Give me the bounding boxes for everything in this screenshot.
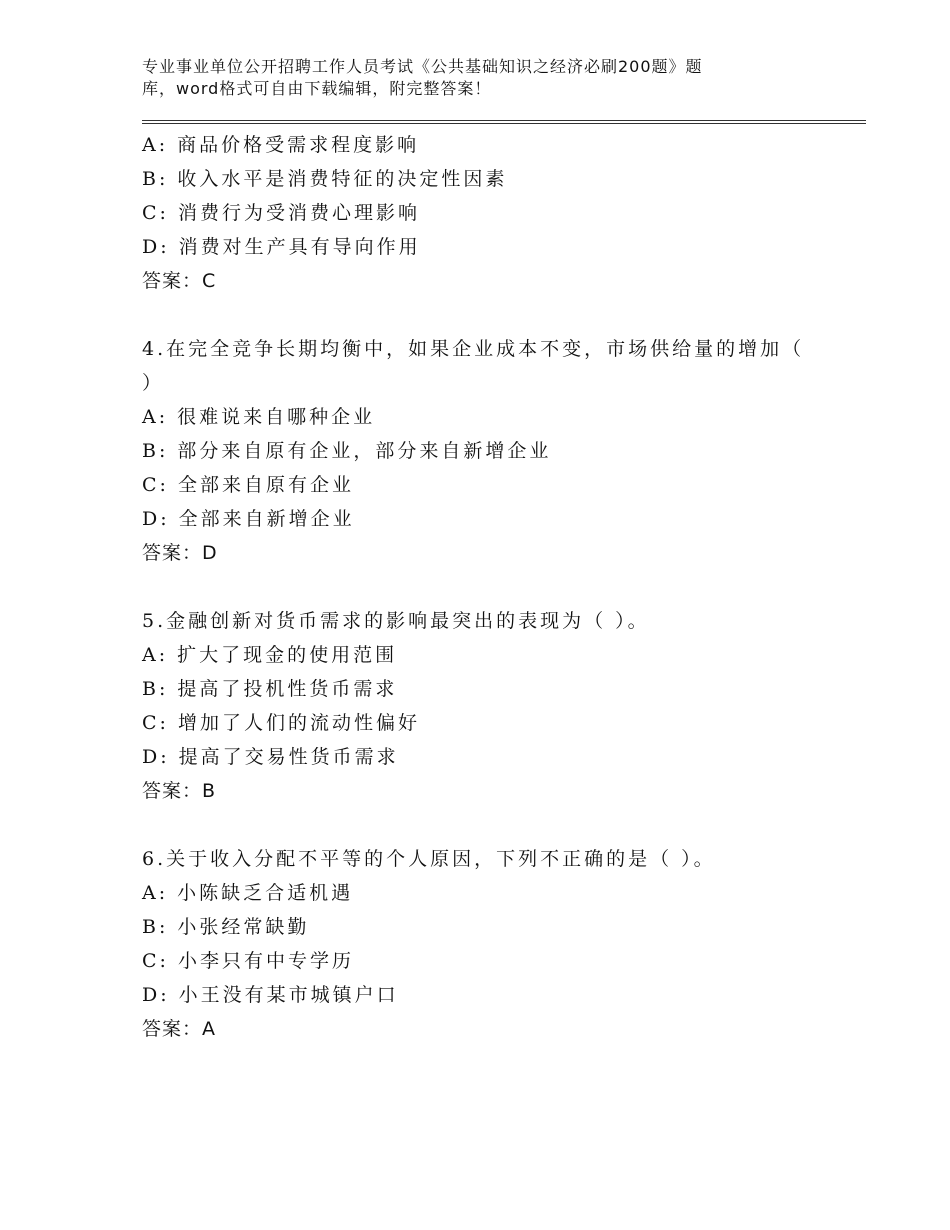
question-4 (142, 332, 866, 570)
option-a: A: 很难说来自哪种企业 (142, 406, 376, 428)
answer-label: 答案：A (142, 1018, 216, 1040)
question-list (142, 128, 866, 1046)
option-c: C: 消费行为受消费心理影响 (142, 202, 420, 224)
spacer (142, 808, 866, 842)
option-d: D: 全部来自新增企业 (142, 508, 355, 530)
question-5 (142, 604, 866, 808)
question-stem: 5.金融创新对货币需求的影响最突出的表现为（ ）。 (142, 610, 650, 632)
document-header (142, 56, 782, 100)
question-stem: 6.关于收入分配不平等的个人原因，下列不正确的是（ ）。 (142, 848, 716, 870)
answer-label: 答案：C (142, 270, 217, 292)
header-line-1: 专业事业单位公开招聘工作人员考试《公共基础知识之经济必刷200题》题 (142, 57, 703, 76)
question-stem: 4.在完全竞争长期均衡中，如果企业成本不变，市场供给量的增加（ (142, 338, 805, 360)
option-b: B: 小张经常缺勤 (142, 916, 310, 938)
option-d: D: 小王没有某市城镇户口 (142, 984, 399, 1006)
option-c: C: 小李只有中专学历 (142, 950, 354, 972)
option-c: C: 增加了人们的流动性偏好 (142, 712, 420, 734)
header-divider (142, 120, 866, 124)
spacer (142, 570, 866, 604)
option-c: C: 全部来自原有企业 (142, 474, 354, 496)
option-b: B: 收入水平是消费特征的决定性因素 (142, 168, 508, 190)
question-3 (142, 128, 866, 298)
question-6 (142, 842, 866, 1046)
option-a: A: 商品价格受需求程度影响 (142, 134, 420, 156)
header-line-2: 库，word格式可自由下载编辑，附完整答案！ (142, 79, 492, 98)
question-stem-continued: ） (142, 372, 165, 394)
answer-label: 答案：D (142, 542, 218, 564)
option-a: A: 小陈缺乏合适机遇 (142, 882, 354, 904)
option-b: B: 部分来自原有企业，部分来自新增企业 (142, 440, 552, 462)
spacer (142, 298, 866, 332)
option-d: D: 提高了交易性货币需求 (142, 746, 399, 768)
answer-label: 答案：B (142, 780, 217, 802)
option-b: B: 提高了投机性货币需求 (142, 678, 398, 700)
option-d: D: 消费对生产具有导向作用 (142, 236, 421, 258)
option-a: A: 扩大了现金的使用范围 (142, 644, 398, 666)
